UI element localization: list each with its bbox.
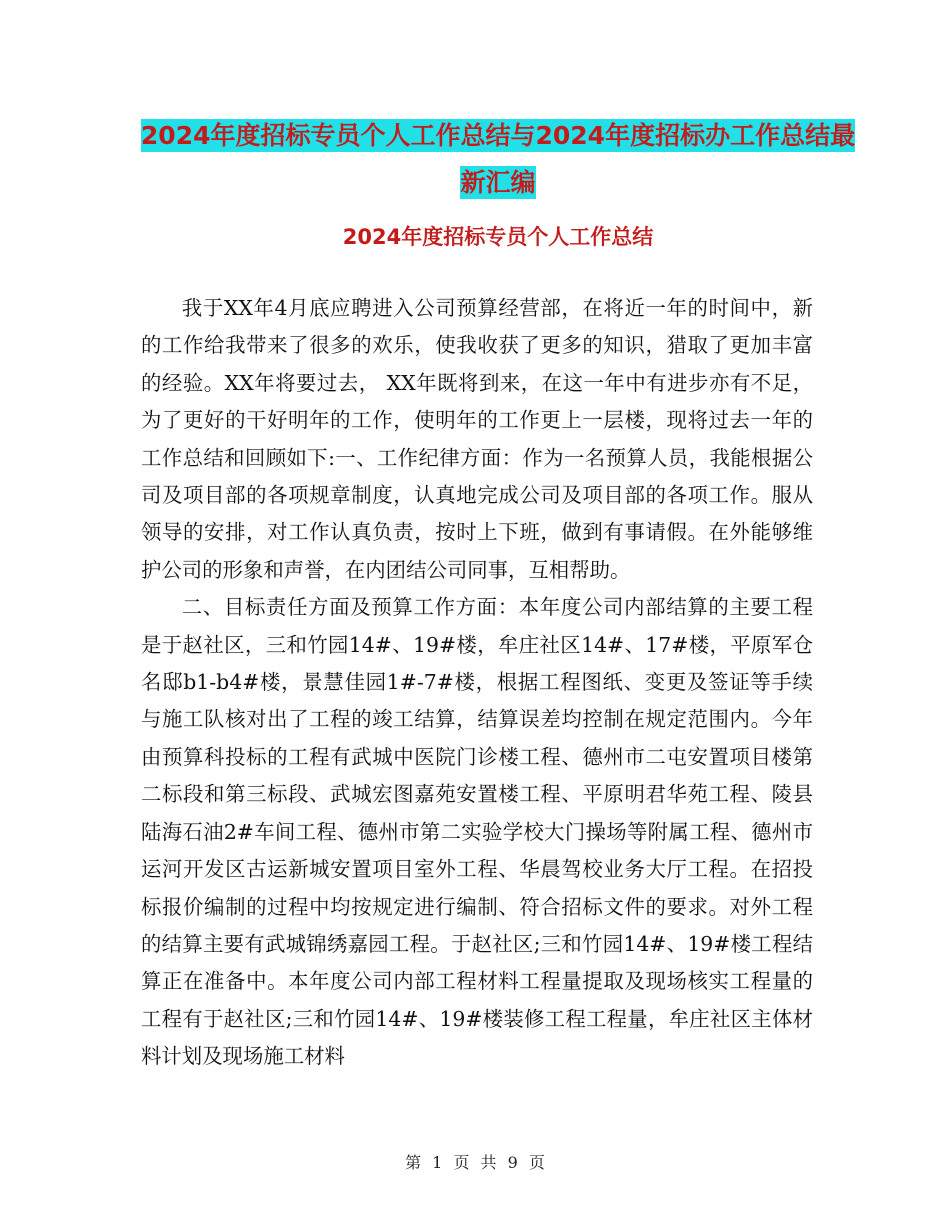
- paragraph-1: 我于XX年4月底应聘进入公司预算经营部，在将近一年的时间中，新的工作给我带来了很多的欢乐，使我收获了更多的知识，猎取了更加丰富的经验。XX年将要过去， XX年既将到来，在这一年中有进步亦有不足，为了更好的干好明年的工作，使明年的工作更上一层楼，现将过去一年的工作总结和回顾如下:一、工作纪律方面：作为一名预算人员，我能根据公司及项目部的各项规章制度，认真地完成公司及项目部的各项工作。服从领导的安排，对工作认真负责，按时上下班，做到有事请假。在外能够维护公司的形象和声誉，在内团结公司同事，互相帮助。: [141, 296, 813, 582]
- document-title-text: 2024年度招标专员个人工作总结与2024年度招标办工作总结最新汇编: [140, 121, 856, 197]
- document-title: [140, 112, 856, 206]
- section-title: 2024年度招标专员个人工作总结: [342, 225, 654, 249]
- document-body: [141, 290, 813, 1076]
- page-number-footer: 第 1 页 共 9 页: [405, 1153, 545, 1172]
- paragraph-2: 二、目标责任方面及预算工作方面：本年度公司内部结算的主要工程是于赵社区，三和竹园14#、19#楼，牟庄社区14#、17#楼，平原军仓名邸b1-b4#楼，景慧佳园1#-7#楼，根据工程图纸、变更及签证等手续与施工队核对出了工程的竣工结算，结算误差均控制在规定范围内。今年由预算科投标的工程有武城中医院门诊楼工程、德州市二屯安置项目楼第二标段和第三标段、武城宏图嘉苑安置楼工程、平原明君华苑工程、陵县陆海石油2#车间工程、德州市第二实验学校大门操场等附属工程、德州市运河开发区古运新城安置项目室外工程、华晨驾校业务大厅工程。在招投标报价编制的过程中均按规定进行编制、符合招标文件的要求。对外工程的结算主要有武城锦绣嘉园工程。于赵社区;三和竹园14#、19#楼工程结算正在准备中。本年度公司内部工程材料工程量提取及现场核实工程量的工程有于赵社区;三和竹园14#、19#楼装修工程工程量，牟庄社区主体材料计划及现场施工材料: [141, 595, 813, 1069]
